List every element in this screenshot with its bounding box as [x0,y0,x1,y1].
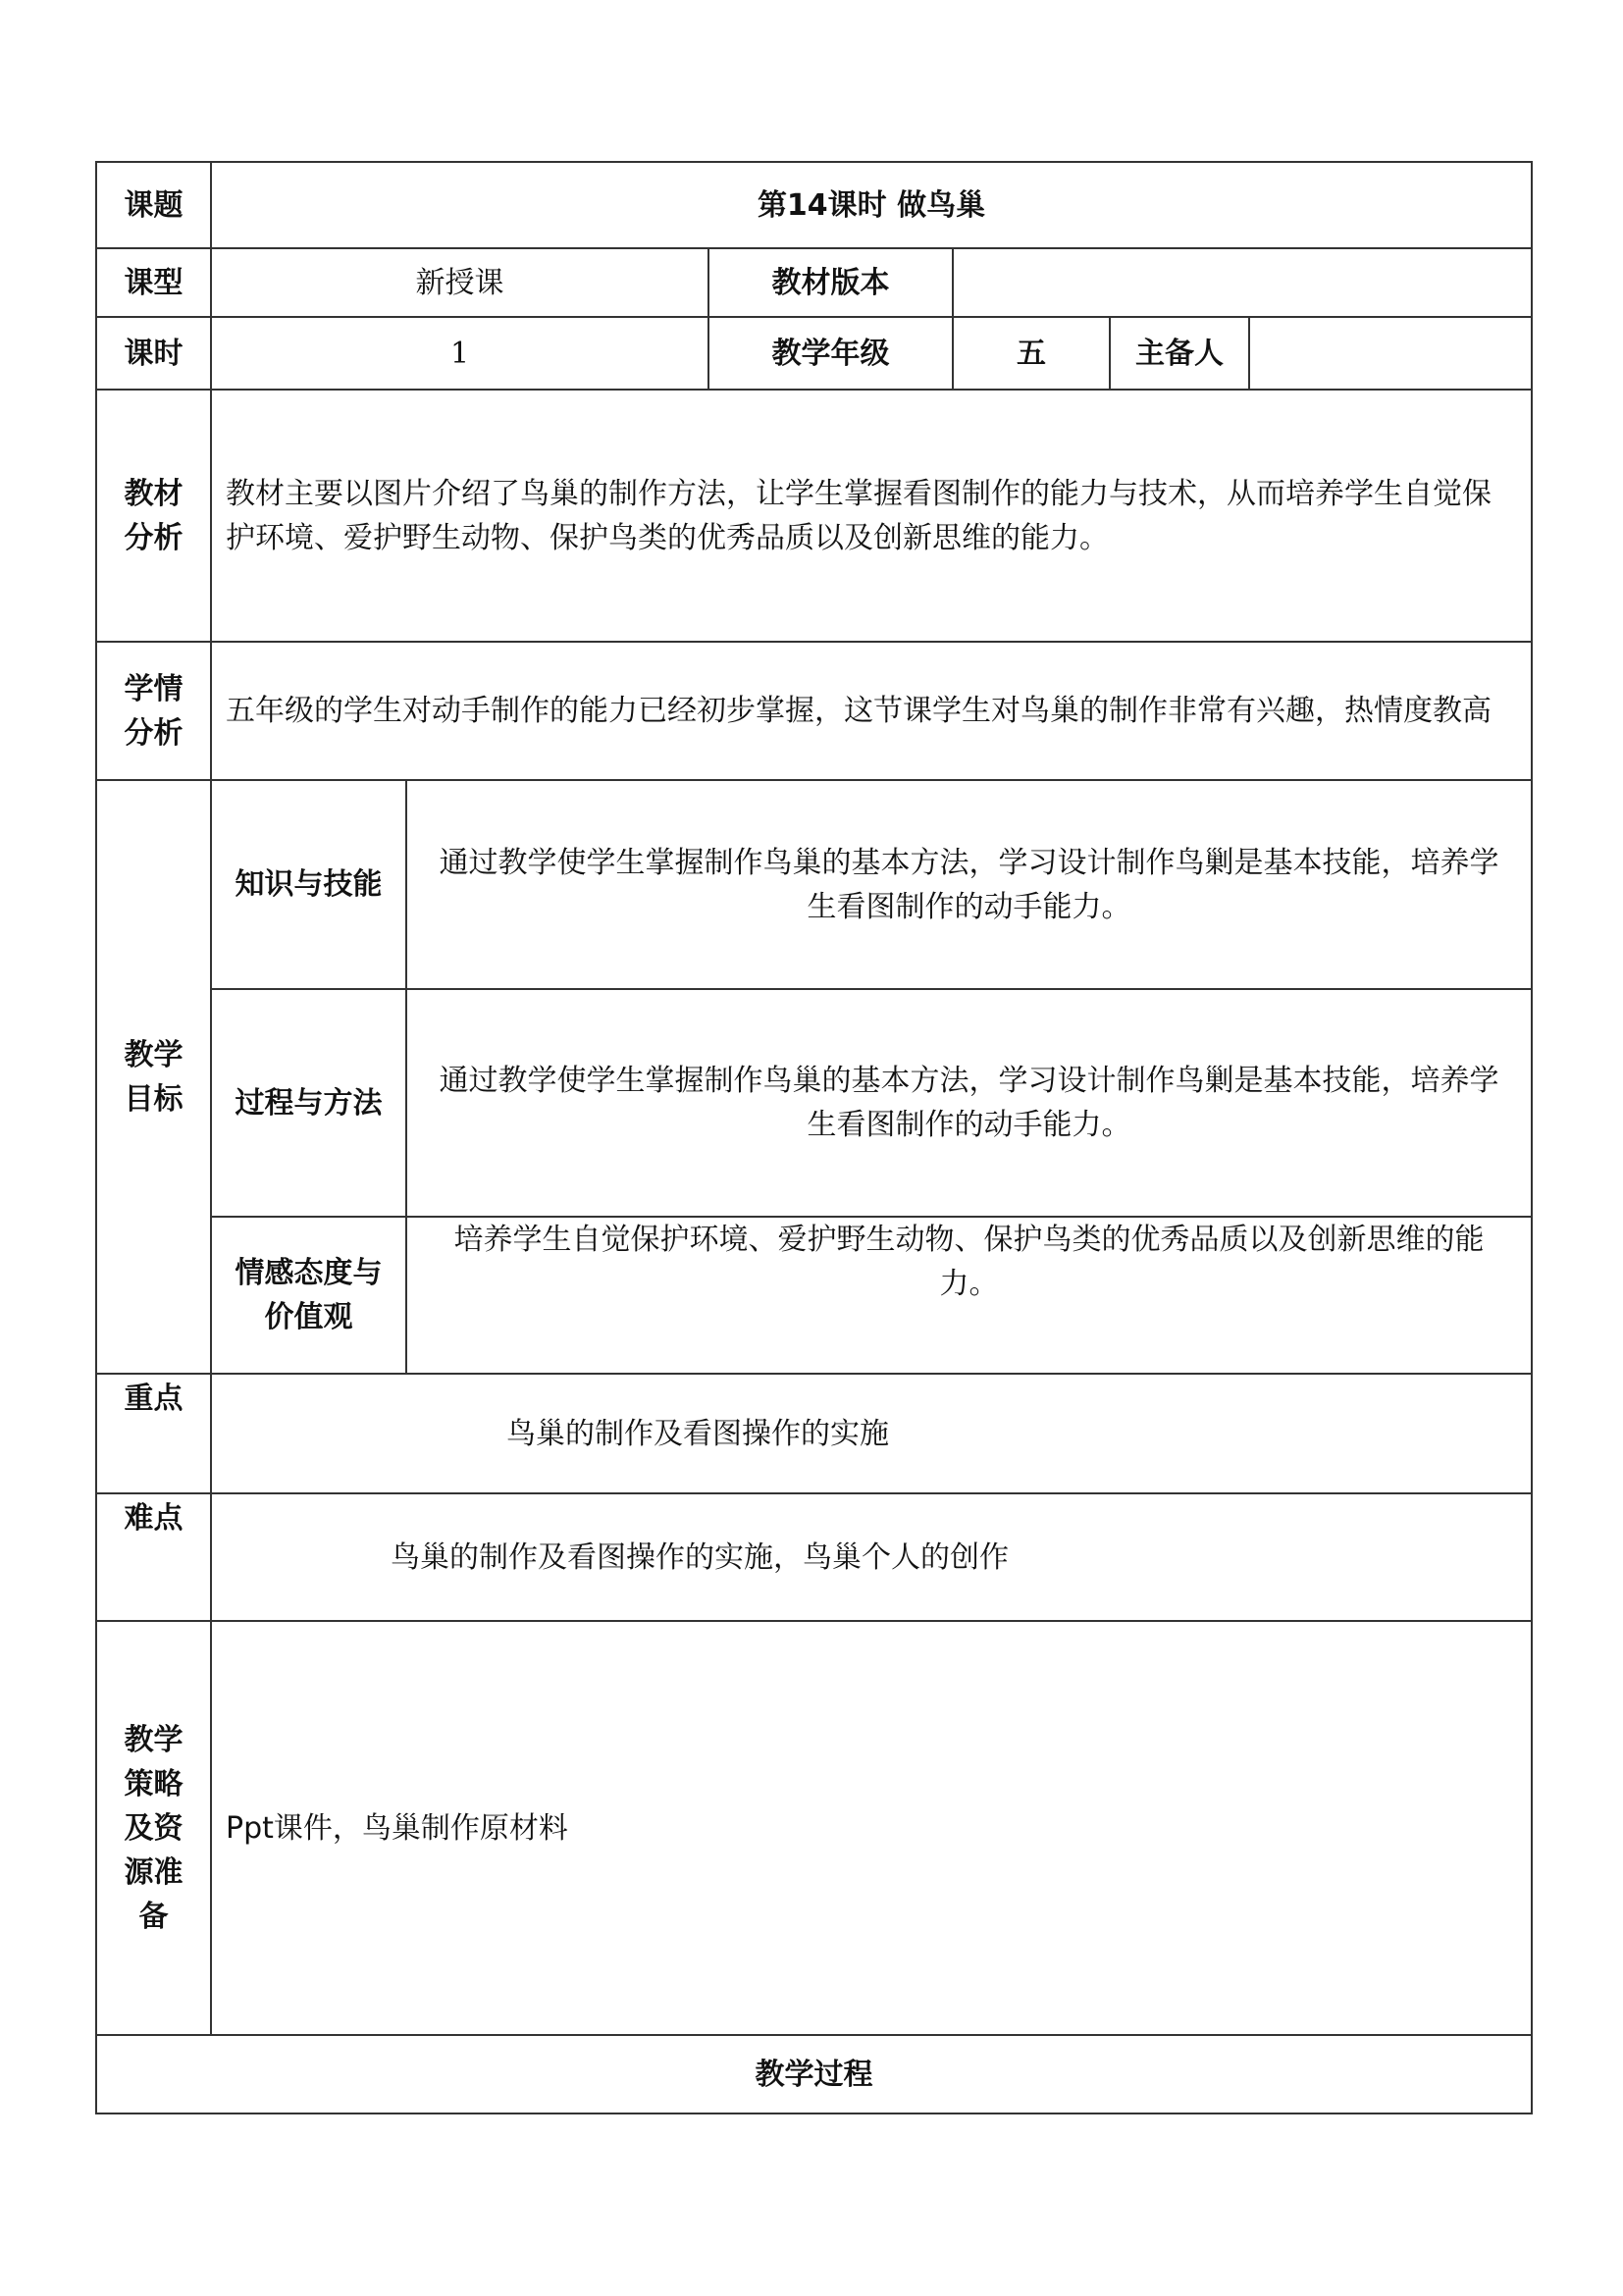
process-header: 教学过程 [96,2035,1532,2113]
edition-value [953,248,1532,317]
row-topic [96,162,1532,248]
row-objective-process [96,989,1532,1217]
student-analysis-label: 学情 分析 [96,642,211,780]
strategy-label: 教学 策略 及资 源准 备 [96,1621,211,2035]
objective-attitude-text: 培养学生自觉保护环境、爱护野生动物、保护鸟类的优秀品质以及创新思维的能力。 [406,1217,1532,1374]
objective-knowledge-label: 知识与技能 [211,780,406,989]
row-strategy [96,1621,1532,2035]
strategy-text: Ppt课件，鸟巢制作原材料 [211,1621,1532,2035]
row-objective-knowledge [96,780,1532,989]
preparer-label: 主备人 [1110,317,1249,390]
objective-knowledge-text: 通过教学使学生掌握制作鸟巢的基本方法，学习设计制作鸟剿是基本技能，培养学生看图制作的动手能力。 [406,780,1532,989]
lesson-plan-table [95,161,1533,2114]
difficult-point-label: 难点 [96,1493,211,1621]
objective-attitude-label: 情感态度与价值观 [211,1217,406,1374]
row-student-analysis [96,642,1532,780]
row-difficult-point [96,1493,1532,1621]
difficult-point-text: 鸟巢的制作及看图操作的实施，鸟巢个人的创作 [211,1493,1532,1621]
topic-label: 课题 [96,162,211,248]
edition-label: 教材版本 [708,248,953,317]
grade-label: 教学年级 [708,317,953,390]
period-label: 课时 [96,317,211,390]
key-point-text: 鸟巢的制作及看图操作的实施 [211,1374,1532,1493]
student-analysis-text: 五年级的学生对动手制作的能力已经初步掌握，这节课学生对鸟巢的制作非常有兴趣，热情度教高 [211,642,1532,780]
topic-value: 第14课时 做鸟巢 [211,162,1532,248]
period-value: 1 [211,317,708,390]
row-objective-attitude [96,1217,1532,1374]
row-period [96,317,1532,390]
objectives-label: 教学 目标 [96,780,211,1374]
preparer-value [1249,317,1532,390]
textbook-analysis-text: 教材主要以图片介绍了鸟巢的制作方法，让学生掌握看图制作的能力与技术，从而培养学生自觉保护环境、爱护野生动物、保护鸟类的优秀品质以及创新思维的能力。 [211,390,1532,642]
key-point-label: 重点 [96,1374,211,1493]
objective-process-label: 过程与方法 [211,989,406,1217]
grade-value: 五 [953,317,1110,390]
type-value: 新授课 [211,248,708,317]
row-process-header [96,2035,1532,2113]
row-key-point [96,1374,1532,1493]
textbook-analysis-label: 教材 分析 [96,390,211,642]
row-textbook-analysis [96,390,1532,642]
lesson-plan-sheet [95,161,1531,2114]
type-label: 课型 [96,248,211,317]
objective-process-text: 通过教学使学生掌握制作鸟巢的基本方法，学习设计制作鸟剿是基本技能，培养学生看图制作的动手能力。 [406,989,1532,1217]
row-type [96,248,1532,317]
